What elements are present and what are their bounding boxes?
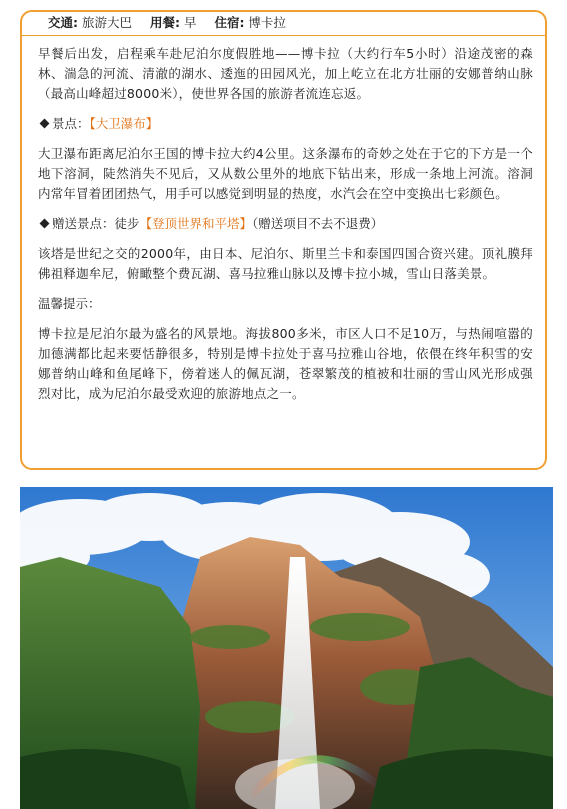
diamond-bullet-icon (40, 219, 50, 229)
meal-label: 用餐: (149, 15, 180, 30)
stay-label: 住宿: (214, 15, 245, 30)
meal-value: 早 (183, 15, 197, 30)
tips-heading: 温馨提示： (38, 296, 101, 311)
left-edge (0, 0, 4, 809)
waterfall-image (20, 487, 553, 809)
waterfall-photo (20, 487, 553, 809)
intro-paragraph: 早餐后出发，启程乘车赴尼泊尔度假胜地——博卡拉（大约行车5小时）沿途茂密的森林、湍急的河流、清澈的湖水、逶迤的田园风光，加上屹立在北方壮丽的安娜普纳山脉（最高山峰超过8000米），使世界各国的旅游者流连忘返。 (38, 46, 533, 101)
transport-label: 交通: (48, 15, 78, 30)
itinerary-header (22, 12, 545, 36)
spot-heading (38, 114, 533, 134)
spot-paragraph: 大卫瀑布距离尼泊尔王国的博卡拉大约4公里。这条瀑布的奇妙之处在于它的下方是一个地下溶洞，陡然消失不见后，又从数公里外的地底下钻出来，形成一条地上河流。溶洞内常年冒着团团热气，用手可以感觉到明显的热度，水汽会在空中变换出七彩颜色。 (38, 146, 533, 201)
spot-name[interactable]: 【大卫瀑布】 (89, 116, 159, 131)
stay-value: 博卡拉 (248, 15, 286, 30)
gift-heading (38, 214, 533, 234)
tips-paragraph: 博卡拉是尼泊尔最为盛名的风景地。海拔800多米，市区人口不足10万，与热闹喧嚣的加德满都比起来要恬静很多，特别是博卡拉处于喜马拉雅山谷地，依偎在终年积雪的安娜普纳山峰和鱼尾峰下，傍着迷人的佩瓦湖，苍翠繁茂的植被和壮丽的雪山风光形成强烈对比，成为尼泊尔最受欢迎的旅游地点之一。 (38, 326, 533, 401)
itinerary-content (38, 44, 533, 404)
diamond-bullet-icon (40, 119, 50, 129)
gift-paragraph: 该塔是世纪之交的2000年，由日本、尼泊尔、斯里兰卡和泰国四国合资兴建。顶礼膜拜佛祖释迦牟尼，俯瞰整个费瓦湖、喜马拉雅山脉以及博卡拉小城，雪山日落美景。 (38, 246, 533, 281)
gift-label: 赠送景点：徒步 (52, 216, 140, 231)
gift-name[interactable]: 【登顶世界和平塔】 (139, 216, 253, 231)
spot-label: 景点： (52, 116, 90, 131)
transport-value: 旅游大巴 (81, 15, 132, 30)
itinerary-card (20, 10, 547, 470)
gift-note: （赠送项目不去不退费） (252, 216, 384, 231)
